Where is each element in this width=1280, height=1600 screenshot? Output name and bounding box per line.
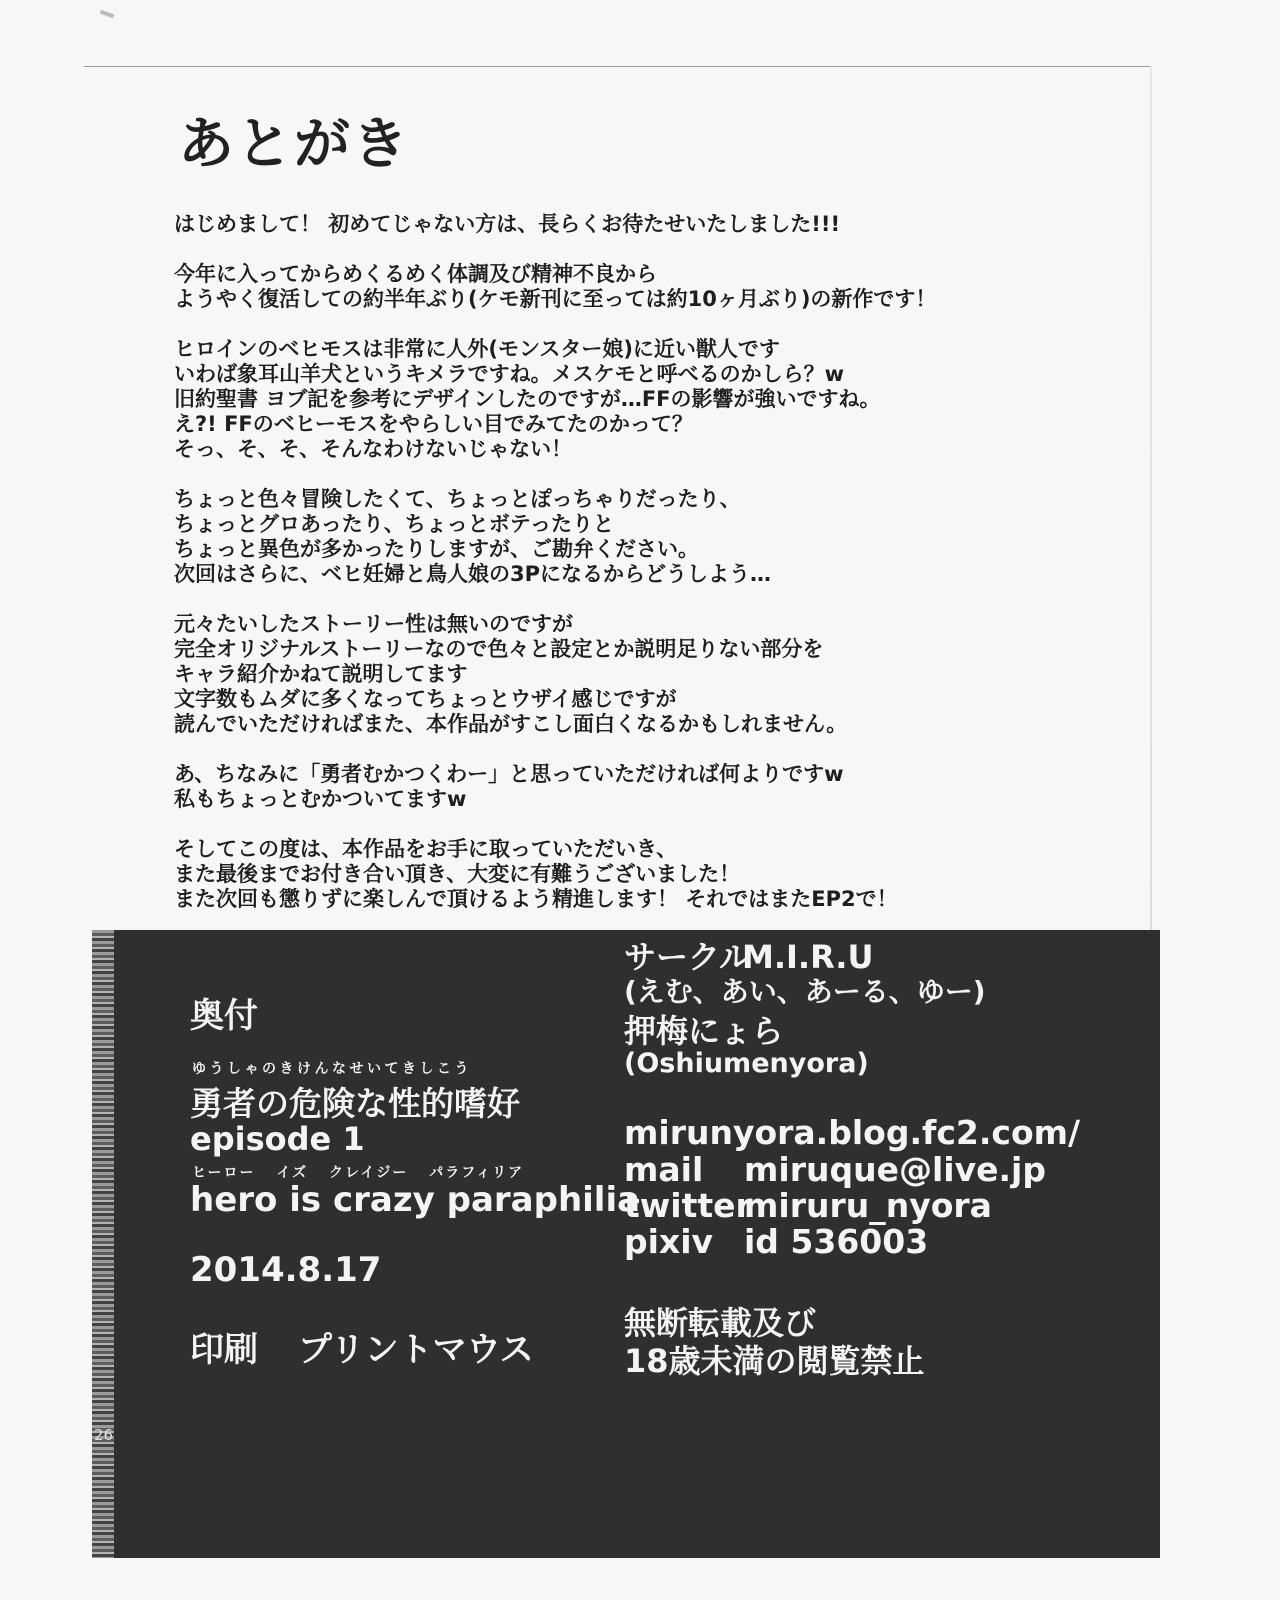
afterword-line: 文字数もムダに多くなってちょっとウザイ感じですが — [174, 687, 677, 711]
afterword-line: キャラ紹介かねて説明してます — [174, 662, 468, 686]
printer-name: プリントマウス — [298, 1330, 534, 1370]
publish-date: 2014.8.17 — [190, 1250, 382, 1290]
page-right-edge — [1150, 66, 1152, 936]
contact-value[interactable]: id 536003 — [744, 1222, 929, 1261]
contact-key: twitter — [624, 1186, 752, 1225]
notice-line: 無断転載及び — [624, 1304, 817, 1342]
contact-key: pixiv — [624, 1222, 714, 1261]
contact-key: mail — [624, 1150, 704, 1189]
colophon-label: 奥付 — [190, 996, 258, 1036]
page-top-edge — [84, 66, 1152, 67]
afterword-line: 私もちょっとむかついてますw — [174, 787, 467, 811]
work-title: 勇者の危険な性的嗜好 — [190, 1084, 520, 1123]
title-ruby: ゆうしゃのきけんなせいてきしこう — [192, 1061, 472, 1077]
printer-line — [190, 1322, 534, 1371]
afterword-line: 次回はさらに、ベヒ妊婦と鳥人娘の3Pになるからどうしよう… — [174, 562, 772, 586]
afterword-line: はじめまして！ 初めてじゃない方は、長らくお待たせいたしました!!! — [174, 212, 841, 236]
afterword-line: そしてこの度は、本作品をお手に取っていただいき、 — [174, 837, 678, 861]
afterword-line: いわば象耳山羊犬というキメラですね。メスケモと呼べるのかしら？w — [174, 362, 844, 386]
circle-label: サークル — [624, 938, 752, 976]
afterword-paragraph — [174, 212, 1074, 237]
afterword-line: 完全オリジナルストーリーなので色々と設定とか説明足りない部分を — [174, 637, 824, 661]
afterword-paragraph — [174, 612, 1074, 737]
binding-edge — [92, 930, 114, 1558]
notice-line: 18歳未満の閲覧禁止 — [624, 1342, 925, 1380]
afterword-line: ちょっと色々冒険したくて、ちょっとぽっちゃりだったり、 — [174, 487, 741, 511]
afterword-line: また最後までお付き合い頂き、大変に有難うございました！ — [174, 862, 741, 886]
afterword-paragraph — [174, 837, 1074, 912]
afterword-line: 旧約聖書 ヨブ記を参考にデザインしたのですが…FFの影響が強いですね。 — [174, 387, 881, 411]
contact-value[interactable]: miruque@live.jp — [744, 1150, 1046, 1189]
afterword-paragraph — [174, 337, 1074, 462]
afterword-line: また次回も懲りずに楽しんで頂けるよう精進します！ それではまたEP2で！ — [174, 887, 898, 911]
author-name: 押梅にょら — [624, 1012, 784, 1050]
contact-list — [624, 1113, 1081, 1261]
contact-pixiv — [624, 1224, 1044, 1260]
contact-twitter — [624, 1188, 1044, 1224]
afterword-paragraph — [174, 762, 1074, 812]
contact-value[interactable]: miruru_nyora — [744, 1186, 992, 1225]
afterword-line: あ、ちなみに「勇者むかつくわー」と思っていただければ何よりですw — [174, 762, 844, 786]
author-romaji: (Oshiumenyora) — [624, 1048, 869, 1079]
circle-name: M.I.R.U — [742, 938, 874, 976]
subtitle-ruby: ヒーロー イズ クレイジー パラフィリア — [192, 1165, 525, 1181]
afterword-line: ちょっとグロあったり、ちょっとボテったりと — [174, 512, 614, 536]
afterword-paragraph — [174, 487, 1074, 587]
contact-mail — [624, 1152, 1044, 1188]
afterword-line: 今年に入ってからめくるめく体調及び精神不良から — [174, 262, 657, 286]
afterword-body — [174, 212, 1074, 937]
afterword-heading: あとがき — [178, 112, 410, 177]
afterword-line: そっ、そ、そ、そんなわけないじゃない！ — [174, 437, 573, 461]
scan-mark — [100, 10, 115, 19]
afterword-line: ヒロインのベヒモスは非常に人外(モンスター娘)に近い獣人です — [174, 337, 780, 361]
printer-label: 印刷 — [190, 1330, 258, 1370]
afterword-line: ちょっと異色が多かったりしますが、ご勘弁ください。 — [174, 537, 699, 561]
copyright-notice — [624, 1304, 925, 1380]
afterword-line: え?! FFのベヒーモスをやらしい目でみてたのかって？ — [174, 412, 693, 436]
circle-reading: (えむ、あい、あーる、ゆー) — [624, 975, 986, 1008]
afterword-line: 読んでいただければまた、本作品がすこし面白くなるかもしれません。 — [174, 712, 848, 736]
afterword-line: 元々たいしたストーリー性は無いのですが — [174, 612, 573, 636]
afterword-paragraph — [174, 262, 1074, 312]
colophon-panel — [92, 930, 1160, 1558]
work-subtitle: hero is crazy paraphilia — [190, 1180, 641, 1220]
blog-url[interactable]: mirunyora.blog.fc2.com/ — [624, 1113, 1081, 1152]
afterword-line: ようやく復活しての約半年ぶり(ケモ新刊に至っては約10ヶ月ぶり)の新作です！ — [174, 287, 937, 311]
page-number: 26 — [94, 1426, 114, 1444]
episode-label: episode 1 — [190, 1120, 365, 1158]
